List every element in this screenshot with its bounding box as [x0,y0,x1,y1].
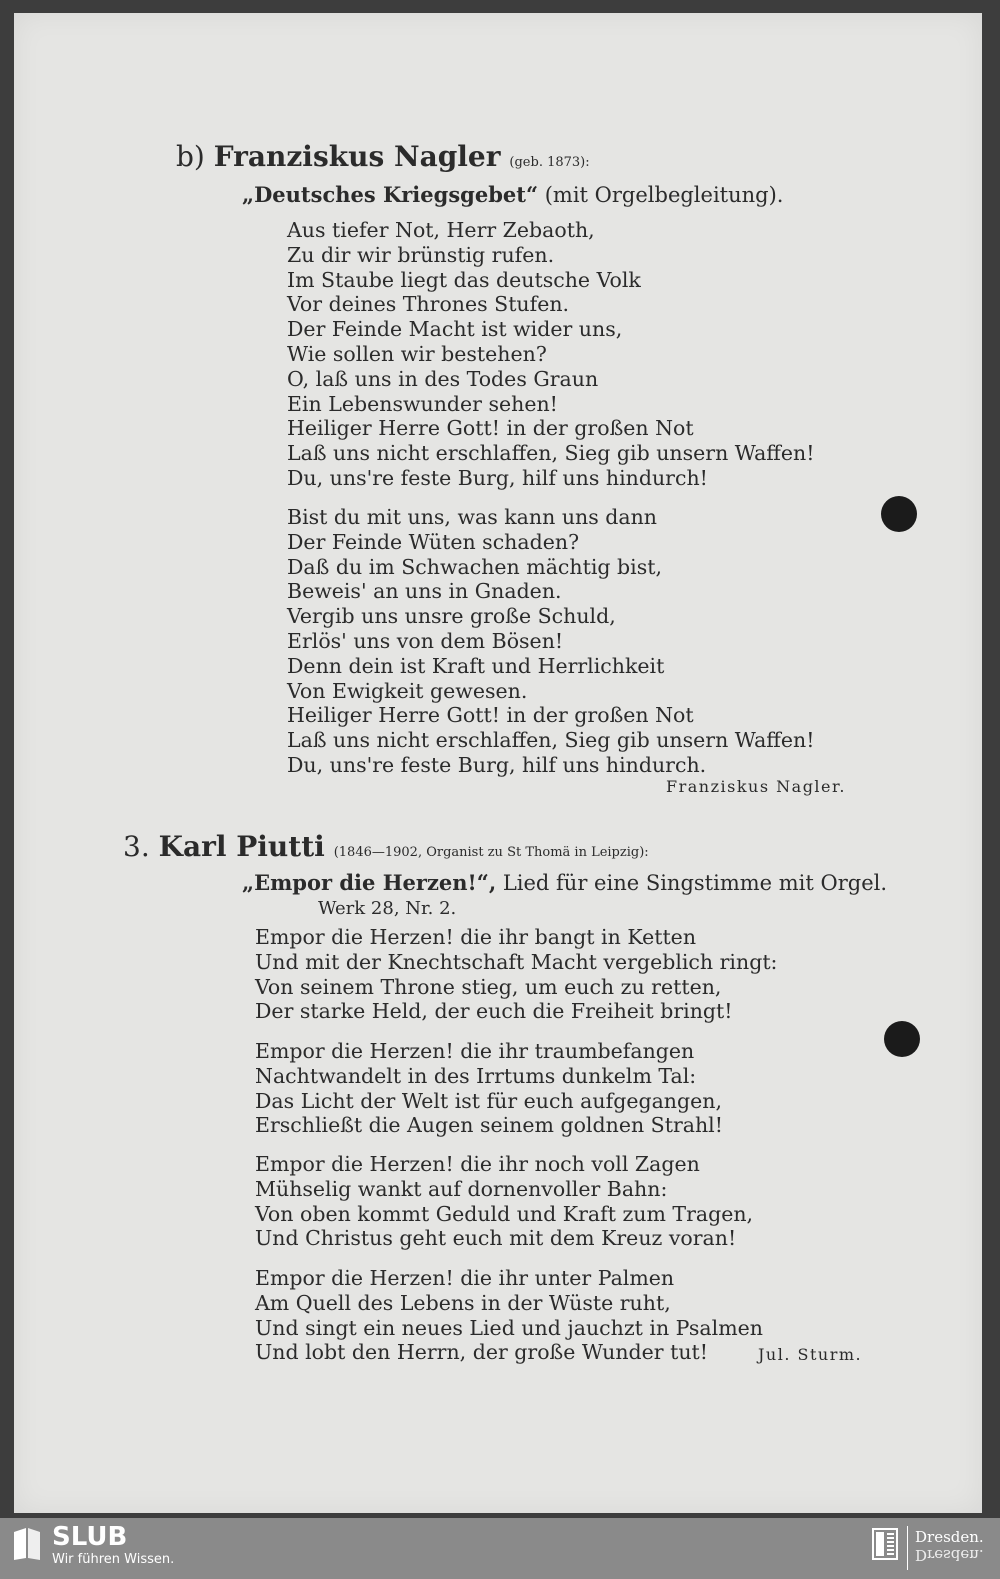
slub-tagline: Wir führen Wissen. [52,1552,175,1567]
verse-line: Der Feinde Macht ist wider uns, [287,317,623,342]
section-3-label: 3. [123,830,150,863]
section-b-work-title: „Deutsches Kriegsgebet“ [242,182,539,207]
verse-line: Heiliger Herre Gott! in der großen Not [287,703,694,728]
section-3-composer-note: (1846—1902, Organist zu St Thomä in Leipzig): [333,845,649,860]
section-b-stanza-1 [287,218,814,491]
verse-line: Vor deines Thrones Stufen. [287,292,570,317]
verse-line: Du, uns're feste Burg, hilf uns hindurch! [287,465,708,490]
verse-line: Und mit der Knechtschaft Macht vergeblich ringt: [255,949,778,974]
verse-line: Vergib uns unsre große Schuld, [287,604,616,629]
punch-hole-bottom [884,1021,920,1057]
verse-line: Laß uns nicht erschlaffen, Sieg gib unsern Waffen! [287,728,815,753]
dresden-logo-mirror: Dresden. [915,1546,984,1564]
slub-brand: SLUB [52,1522,128,1552]
verse-line: Empor die Herzen! die ihr unter Palmen [255,1266,675,1290]
section-3-stanza-2 [255,1039,723,1138]
section-3-composer: Karl Piutti [158,830,325,863]
section-b-label: b) [176,140,205,173]
verse-line: Du, uns're feste Burg, hilf uns hindurch. [287,752,707,777]
section-3-work-title-line [242,870,887,895]
verse-line: Von oben kommt Geduld und Kraft zum Tragen, [255,1201,754,1226]
dresden-crest-icon [872,1528,898,1560]
verse-line: Zu dir wir brünstig rufen. [287,242,555,267]
verse-line: Denn dein ist Kraft und Herrlichkeit [287,653,665,678]
verse-line: Erlös' uns von dem Bösen! [287,628,564,653]
section-b-composer: Franziskus Nagler [213,140,501,173]
verse-line: O, laß uns in des Todes Graun [287,366,599,391]
verse-line: Und Christus geht euch mit dem Kreuz voran! [255,1226,737,1251]
footer-bar [0,1518,1000,1579]
section-3-work-note: Lied für eine Singstimme mit Orgel. [502,871,888,895]
verse-line: Empor die Herzen! die ihr traumbefangen [255,1039,695,1063]
section-3-stanza-1 [255,925,777,1024]
section-b-work-note: (mit Orgelbegleitung). [544,183,784,207]
verse-line: Der starke Held, der euch die Freiheit bringt! [255,999,733,1024]
footer-separator [907,1526,908,1570]
verse-line: Nachtwandelt in des Irrtums dunkelm Tal: [255,1063,697,1088]
verse-line: Empor die Herzen! die ihr noch voll Zagen [255,1152,700,1176]
verse-line: Laß uns nicht erschlaffen, Sieg gib unsern Waffen! [287,441,815,466]
section-3-stanza-4 [255,1266,763,1365]
book-icon [12,1526,42,1562]
verse-line: Daß du im Schwachen mächtig bist, [287,554,662,579]
section-b-work-title-line [242,182,783,207]
section-3-signature: Jul. Sturm. [758,1345,863,1364]
section-3-work-title: „Empor die Herzen!“, [242,870,497,895]
verse-line: Der Feinde Wüten schaden? [287,529,580,554]
verse-line: Von Ewigkeit gewesen. [287,678,528,703]
verse-line: Heiliger Herre Gott! in der großen Not [287,416,694,441]
verse-line: Aus tiefer Not, Herr Zebaoth, [287,218,595,242]
verse-line: Bist du mit uns, was kann uns dann [287,505,658,529]
dresden-logo-text: Dresden. [915,1528,984,1546]
verse-line: Im Staube liegt das deutsche Volk [287,267,641,292]
section-b-stanza-2 [287,505,814,778]
verse-line: Beweis' an uns in Gnaden. [287,579,562,604]
verse-line: Ein Lebenswunder sehen! [287,391,558,416]
section-3-header [123,830,649,863]
verse-line: Und singt ein neues Lied und jauchzt in Psalmen [255,1315,763,1340]
verse-line: Empor die Herzen! die ihr bangt in Ketten [255,925,697,949]
verse-line: Und lobt den Herrn, der große Wunder tut! [255,1340,709,1365]
verse-line: Am Quell des Lebens in der Wüste ruht, [255,1290,671,1315]
verse-line: Von seinem Throne stieg, um euch zu retten, [255,974,722,999]
verse-line: Erschließt die Augen seinem goldnen Strahl! [255,1113,723,1138]
section-3-stanza-3 [255,1152,753,1251]
section-b-signature: Franziskus Nagler. [666,777,846,796]
section-3-opus: Werk 28, Nr. 2. [318,898,457,919]
verse-line: Wie sollen wir bestehen? [287,341,547,366]
section-b-composer-note: (geb. 1873): [509,155,590,170]
punch-hole-top [881,496,917,532]
section-b-header [176,140,590,173]
verse-line: Das Licht der Welt ist für euch aufgegangen, [255,1088,722,1113]
verse-line: Mühselig wankt auf dornenvoller Bahn: [255,1176,668,1201]
